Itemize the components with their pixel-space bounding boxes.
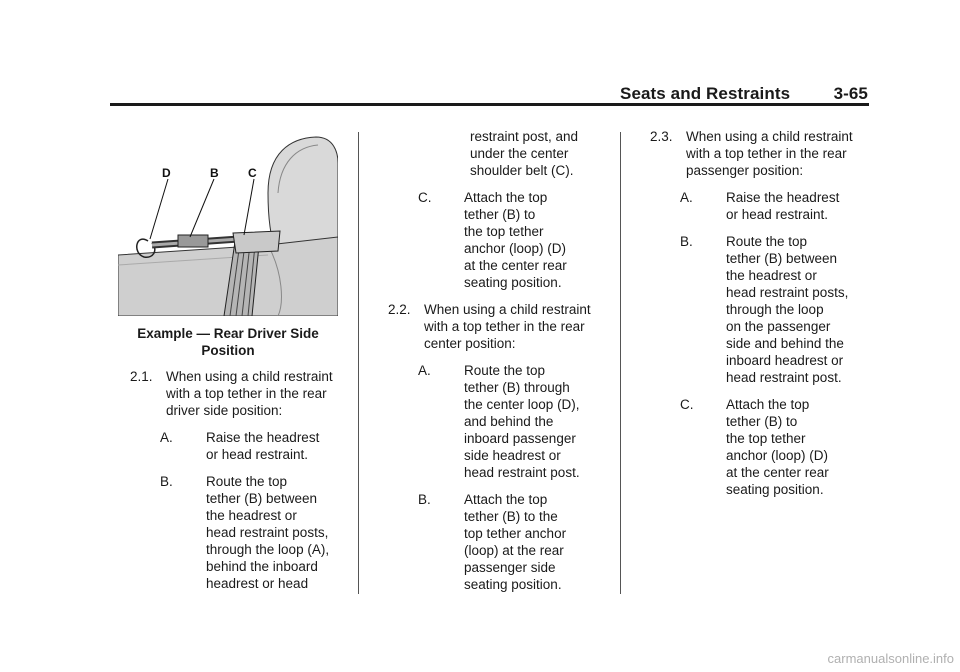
text-line: seating position. xyxy=(726,482,824,497)
text-line: behind the inboard xyxy=(206,559,318,574)
step-text xyxy=(686,128,890,179)
substep-letter: A. xyxy=(160,430,173,445)
text-line: the center loop (D), xyxy=(464,397,580,412)
column-2 xyxy=(388,128,616,593)
text-line: top tether anchor xyxy=(464,526,567,541)
text-line: with a top tether in the rear xyxy=(166,386,327,401)
text-line: through the loop xyxy=(726,302,824,317)
text-line: When using a child restraint xyxy=(166,369,333,384)
substep-letter: A. xyxy=(418,363,431,378)
text-line: at the center rear xyxy=(726,465,829,480)
text-line: the headrest or xyxy=(726,268,817,283)
substep-letter: B. xyxy=(418,492,431,507)
column-divider-2 xyxy=(620,132,621,594)
text-line: head restraint posts, xyxy=(206,525,329,540)
text-line: (loop) at the rear xyxy=(464,543,564,558)
substep-c xyxy=(418,189,616,291)
step-number: 2.1. xyxy=(130,369,153,384)
column-1 xyxy=(130,368,355,592)
text-line: Route the top xyxy=(206,474,288,489)
text-line: When using a child restraint xyxy=(686,129,853,144)
text-line: driver side position: xyxy=(166,403,283,418)
text-line: Attach the top xyxy=(726,397,810,412)
rear-seat-tether-illustration xyxy=(118,133,338,316)
text-line: the headrest or xyxy=(206,508,297,523)
text-line: headrest or head xyxy=(206,576,309,591)
text-line: tether (B) between xyxy=(206,491,318,506)
label-c: C xyxy=(248,166,257,180)
text-line: Route the top xyxy=(464,363,546,378)
page-header xyxy=(620,84,868,104)
substep-a xyxy=(680,189,890,223)
caption-line: Position xyxy=(201,343,255,358)
text-line: Route the top xyxy=(726,234,808,249)
text-line: seating position. xyxy=(464,275,562,290)
text-line: restraint post, and xyxy=(470,129,579,144)
text-line: or head restraint. xyxy=(206,447,309,462)
text-line: on the passenger xyxy=(726,319,831,334)
text-line: shoulder belt (C). xyxy=(470,163,574,178)
text-line: Raise the headrest xyxy=(206,430,320,445)
text-line: Raise the headrest xyxy=(726,190,840,205)
step-number: 2.3. xyxy=(650,129,673,144)
step-2-1 xyxy=(130,368,355,419)
text-line: head restraint posts, xyxy=(726,285,849,300)
substep-letter: B. xyxy=(160,474,173,489)
text-line: at the center rear xyxy=(464,258,567,273)
text-line: inboard passenger xyxy=(464,431,576,446)
label-d: D xyxy=(162,166,171,180)
text-line: or head restraint. xyxy=(726,207,829,222)
text-line: tether (B) to the xyxy=(464,509,558,524)
text-line: with a top tether in the rear xyxy=(424,319,585,334)
text-line: center position: xyxy=(424,336,516,351)
step-text xyxy=(424,301,616,352)
section-title: Seats and Restraints xyxy=(620,84,791,103)
text-line: the top tether xyxy=(726,431,806,446)
substep-a xyxy=(160,429,355,463)
column-3 xyxy=(650,128,890,498)
text-line: seating position. xyxy=(464,577,562,592)
text-line: Attach the top xyxy=(464,492,548,507)
substep-letter: C. xyxy=(680,397,694,412)
text-line: When using a child restraint xyxy=(424,302,591,317)
step-number: 2.2. xyxy=(388,302,411,317)
text-line: anchor (loop) (D) xyxy=(464,241,567,256)
text-line: inboard headrest or xyxy=(726,353,844,368)
text-line: side headrest or xyxy=(464,448,561,463)
page-number: 3-65 xyxy=(833,84,868,103)
substep-letter: C. xyxy=(418,190,432,205)
text-line: tether (B) to xyxy=(726,414,798,429)
text-line: anchor (loop) (D) xyxy=(726,448,829,463)
text-line: under the center xyxy=(470,146,569,161)
figure-caption xyxy=(118,325,338,359)
substep-a xyxy=(418,362,616,481)
substep-b xyxy=(680,233,890,386)
label-b: B xyxy=(210,166,219,180)
caption-line: Example — Rear Driver Side xyxy=(137,326,319,341)
continued-text xyxy=(388,128,616,179)
step-text xyxy=(166,368,355,419)
text-line: tether (B) to xyxy=(464,207,536,222)
text-line: passenger position: xyxy=(686,163,804,178)
text-line: the top tether xyxy=(464,224,544,239)
substep-c xyxy=(680,396,890,498)
text-line: with a top tether in the rear xyxy=(686,146,847,161)
step-2-2 xyxy=(388,301,616,352)
text-line: tether (B) between xyxy=(726,251,838,266)
text-line: passenger side xyxy=(464,560,556,575)
watermark-link[interactable]: carmanualsonline.info xyxy=(827,651,954,666)
text-line: head restraint post. xyxy=(726,370,842,385)
text-line: side and behind the xyxy=(726,336,844,351)
text-line: through the loop (A), xyxy=(206,542,330,557)
step-2-3 xyxy=(650,128,890,179)
substep-b xyxy=(160,473,355,592)
substep-letter: A. xyxy=(680,190,693,205)
text-line: tether (B) through xyxy=(464,380,570,395)
text-line: Attach the top xyxy=(464,190,548,205)
substep-b xyxy=(418,491,616,593)
text-line: head restraint post. xyxy=(464,465,580,480)
text-line: and behind the xyxy=(464,414,554,429)
column-divider-1 xyxy=(358,132,359,594)
header-rule xyxy=(110,103,869,106)
substep-letter: B. xyxy=(680,234,693,249)
